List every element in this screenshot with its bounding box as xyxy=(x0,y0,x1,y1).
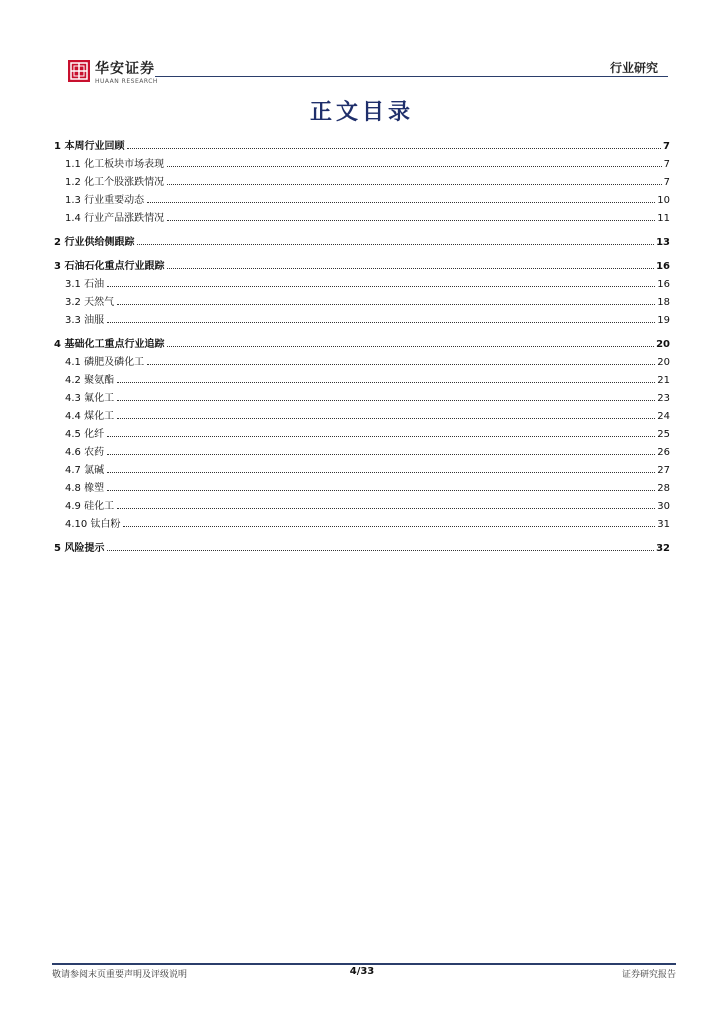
toc-entry-page: 24 xyxy=(657,411,670,422)
toc-entry-page: 32 xyxy=(656,543,670,554)
toc-entry-page: 20 xyxy=(656,339,670,350)
toc-entry[interactable] xyxy=(54,461,670,479)
toc-entry-label: 4 基础化工重点行业追踪 xyxy=(54,339,165,350)
toc-entry[interactable] xyxy=(54,275,670,293)
toc-leader-dots xyxy=(107,436,655,437)
toc-entry-label: 3.1 石油 xyxy=(65,279,105,290)
toc-entry-label: 3.3 油服 xyxy=(65,315,105,326)
toc-entry-page: 10 xyxy=(657,195,670,206)
toc-entry[interactable] xyxy=(54,311,670,329)
toc-leader-dots xyxy=(107,454,655,455)
toc-entry[interactable] xyxy=(54,191,670,209)
toc-entry-label: 4.2 聚氨酯 xyxy=(65,375,115,386)
toc-entry[interactable] xyxy=(54,479,670,497)
toc-entry[interactable] xyxy=(54,155,670,173)
toc-leader-dots xyxy=(107,322,655,323)
toc-entry-page: 21 xyxy=(657,375,670,386)
toc-leader-dots xyxy=(107,286,655,287)
toc-entry-page: 30 xyxy=(657,501,670,512)
toc-leader-dots xyxy=(117,382,655,383)
toc-entry-label: 4.4 煤化工 xyxy=(65,411,115,422)
toc-entry-page: 7 xyxy=(663,177,670,188)
toc-entry-label: 4.5 化纤 xyxy=(65,429,105,440)
page-header xyxy=(0,0,724,92)
footer-disclaimer: 敬请参阅末页重要声明及评级说明 xyxy=(52,970,188,980)
toc-entry-label: 4.9 硅化工 xyxy=(65,501,115,512)
toc-entry-page: 18 xyxy=(657,297,670,308)
toc-entry-label: 4.6 农药 xyxy=(65,447,105,458)
toc-entry-label: 4.3 氟化工 xyxy=(65,393,115,404)
toc-entry[interactable] xyxy=(54,335,670,353)
toc-entry[interactable] xyxy=(54,353,670,371)
header-divider xyxy=(155,76,668,77)
toc-entry-label: 1.1 化工板块市场表现 xyxy=(65,159,165,170)
toc-entry[interactable] xyxy=(54,137,670,155)
toc-entry-label: 1.4 行业产品涨跌情况 xyxy=(65,213,165,224)
toc-leader-dots xyxy=(107,550,654,551)
toc-entry[interactable] xyxy=(54,371,670,389)
toc-entry[interactable] xyxy=(54,209,670,227)
toc-entry[interactable] xyxy=(54,407,670,425)
toc-leader-dots xyxy=(147,202,655,203)
toc-entry-label: 4.1 磷肥及磷化工 xyxy=(65,357,145,368)
toc-leader-dots xyxy=(167,268,654,269)
footer-divider xyxy=(52,963,676,965)
report-category: 行业研究 xyxy=(609,61,658,75)
table-of-contents xyxy=(54,137,670,557)
toc-entry-page: 28 xyxy=(657,483,670,494)
toc-entry-label: 4.10 钛白粉 xyxy=(65,519,121,530)
toc-entry-label: 5 风险提示 xyxy=(54,543,105,554)
toc-leader-dots xyxy=(117,304,655,305)
toc-entry-page: 19 xyxy=(657,315,670,326)
toc-leader-dots xyxy=(117,418,655,419)
toc-entry[interactable] xyxy=(54,443,670,461)
toc-entry-page: 25 xyxy=(657,429,670,440)
toc-leader-dots xyxy=(123,526,655,527)
logo-subtitle: HUAAN RESEARCH xyxy=(95,78,158,85)
huaan-logo-icon xyxy=(68,60,90,82)
toc-leader-dots xyxy=(167,220,655,221)
toc-entry-label: 3 石油石化重点行业跟踪 xyxy=(54,261,165,272)
toc-entry-label: 1.2 化工个股涨跌情况 xyxy=(65,177,165,188)
toc-leader-dots xyxy=(107,472,655,473)
toc-entry[interactable] xyxy=(54,233,670,251)
toc-entry[interactable] xyxy=(54,257,670,275)
toc-entry[interactable] xyxy=(54,515,670,533)
toc-entry-page: 20 xyxy=(657,357,670,368)
toc-entry[interactable] xyxy=(54,173,670,191)
toc-entry[interactable] xyxy=(54,293,670,311)
logo-text: 华安证券 xyxy=(95,61,155,77)
footer-doc-type: 证券研究报告 xyxy=(621,970,676,980)
toc-entry-page: 16 xyxy=(657,279,670,290)
toc-entry-page: 7 xyxy=(663,141,670,152)
toc-entry-label: 4.7 氯碱 xyxy=(65,465,105,476)
toc-entry-page: 27 xyxy=(657,465,670,476)
toc-leader-dots xyxy=(167,166,662,167)
toc-entry-label: 3.2 天然气 xyxy=(65,297,115,308)
toc-entry-page: 16 xyxy=(656,261,670,272)
toc-entry-page: 26 xyxy=(657,447,670,458)
toc-leader-dots xyxy=(167,184,662,185)
toc-entry-label: 2 行业供给侧跟踪 xyxy=(54,237,135,248)
toc-entry[interactable] xyxy=(54,425,670,443)
toc-leader-dots xyxy=(137,244,654,245)
toc-entry-page: 13 xyxy=(656,237,670,248)
toc-leader-dots xyxy=(107,490,655,491)
toc-leader-dots xyxy=(147,364,655,365)
toc-entry-page: 31 xyxy=(657,519,670,530)
toc-entry-label: 1 本周行业回顾 xyxy=(54,141,125,152)
toc-entry-label: 4.8 橡塑 xyxy=(65,483,105,494)
page-title: 正文目录 xyxy=(309,100,414,125)
toc-entry[interactable] xyxy=(54,389,670,407)
toc-leader-dots xyxy=(117,400,655,401)
toc-leader-dots xyxy=(127,148,661,149)
toc-entry-label: 1.3 行业重要动态 xyxy=(65,195,145,206)
toc-leader-dots xyxy=(117,508,655,509)
toc-entry-page: 11 xyxy=(657,213,670,224)
toc-leader-dots xyxy=(167,346,654,347)
toc-entry[interactable] xyxy=(54,497,670,515)
toc-entry-page: 7 xyxy=(663,159,670,170)
page-number: 4/33 xyxy=(349,966,375,977)
toc-entry-page: 23 xyxy=(657,393,670,404)
toc-entry[interactable] xyxy=(54,539,670,557)
